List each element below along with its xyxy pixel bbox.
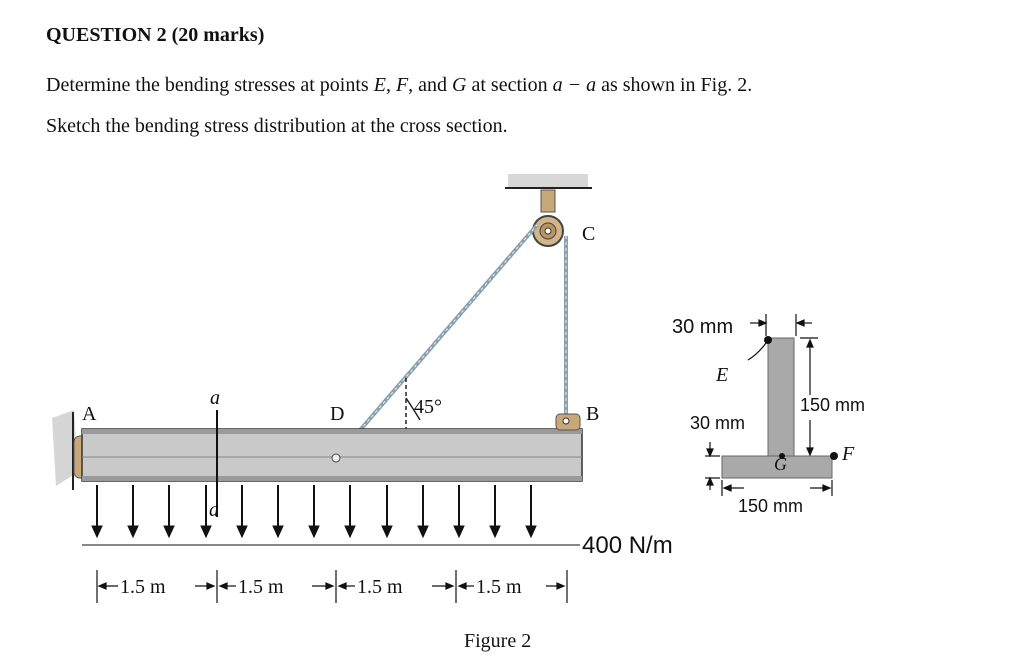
beam [82,429,582,481]
point-f-marker [830,452,838,460]
dim-flange-width: 150 mm [738,496,804,516]
load-arrow-head [237,526,247,537]
label-d: D [330,403,345,425]
label-a-point: A [82,403,97,425]
figure-caption: Figure 2 [464,630,532,652]
load-arrow-head [164,526,174,537]
span-3-label: 1.5 m [357,576,403,598]
load-arrow-head [526,526,536,537]
load-arrow-head [273,526,283,537]
question-title: QUESTION 2 (20 marks) [46,24,265,46]
dim-top-width: 30 mm [672,316,734,338]
load-arrow-head [490,526,500,537]
beam-top-flange [82,429,582,434]
load-arrow-head [454,526,464,537]
label-c: C [582,223,596,245]
pin-d [332,454,340,462]
pulley-pin [545,228,551,234]
section-ref: a − a [552,74,597,96]
text-segment: , and [408,74,453,96]
load-label: 400 N/m [582,532,673,559]
label-g: G [774,454,787,474]
label-section-a-top: a [210,387,220,409]
figure-2-diagram [0,160,1011,630]
span-4-label: 1.5 m [476,576,522,598]
cross-section-web [768,338,794,458]
load-arrow-head [309,526,319,537]
text-segment: , [385,74,396,96]
load-arrow-head [92,526,102,537]
point-f-ref: F [395,74,409,96]
angle-label: 45° [414,396,442,418]
point-e-marker [764,336,772,344]
label-b: B [586,403,600,425]
load-arrow-head [382,526,392,537]
text-segment: as shown in Fig. 2. [596,74,753,96]
point-e-ref: E [373,74,386,96]
dim-height: 150 mm [800,395,866,415]
load-arrow-head [128,526,138,537]
beam-bottom-flange [82,476,582,481]
label-f: F [842,443,855,465]
span-1-label: 1.5 m [120,576,166,598]
distributed-load [82,485,580,545]
label-section-a-bottom: a [209,499,219,521]
span-2-label: 1.5 m [238,576,284,598]
question-line-1 [46,74,752,97]
point-g-ref: G [452,74,467,96]
load-arrow-head [201,526,211,537]
ceiling-block [508,174,588,188]
pulley-bracket [541,190,555,212]
text-segment: at section [466,74,553,96]
dim-web-thickness: 30 mm [690,413,746,433]
label-e: E [716,364,729,386]
text-segment: Determine the bending stresses at points [46,74,374,96]
cable-dc [336,225,537,458]
pin-b [563,418,569,424]
load-arrow-head [418,526,428,537]
load-arrow-head [345,526,355,537]
leader-e [748,343,766,360]
question-line-2: Sketch the bending stress distribution at the cross section. [46,115,508,137]
